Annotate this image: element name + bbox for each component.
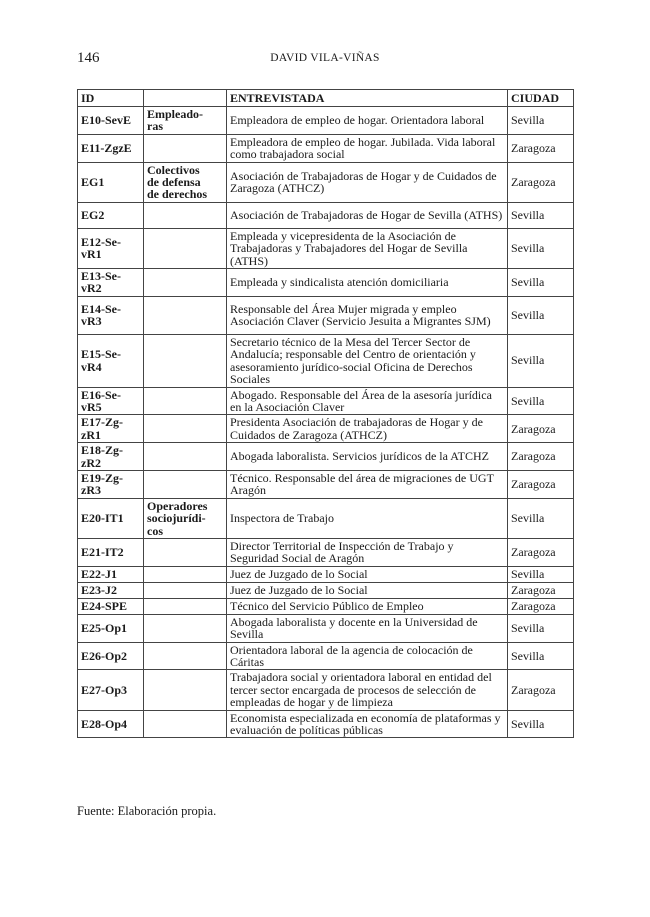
interviewee-description: Asociación de Trabajadoras de Hogar de Sevilla (ATHS)	[227, 202, 508, 228]
table-row	[78, 614, 574, 642]
city: Sevilla	[508, 296, 574, 334]
source-note: Fuente: Elaboración propia.	[77, 804, 217, 818]
interview-id: E17-Zg- zR1	[78, 415, 144, 443]
city: Sevilla	[508, 498, 574, 538]
group-empty-cell	[144, 538, 227, 566]
interviewee-description: Orientadora laboral de la agencia de colocación de Cáritas	[227, 642, 508, 670]
interviewee-description: Técnico. Responsable del área de migraciones de UGT Aragón	[227, 470, 508, 498]
interviewee-description: Economista especializada en economía de plataformas y evaluación de políticas públicas	[227, 710, 508, 738]
city: Sevilla	[508, 269, 574, 297]
interview-id: E10-SevE	[78, 107, 144, 135]
interview-id: E11-ZgzE	[78, 134, 144, 162]
group-empty-cell	[144, 566, 227, 582]
column-header-ciudad: CIUDAD	[508, 90, 574, 107]
table-row	[78, 598, 574, 614]
table-row	[78, 296, 574, 334]
interviewee-description: Secretario técnico de la Mesa del Tercer Sector de Andalucía; responsable del Centro de orientación y asesoramiento jurídico-social Oficina de Derechos Sociales	[227, 334, 508, 387]
table-body	[78, 107, 574, 738]
interviewee-description: Inspectora de Trabajo	[227, 498, 508, 538]
group-empty-cell	[144, 134, 227, 162]
interviewee-description: Abogada laboralista y docente en la Universidad de Sevilla	[227, 614, 508, 642]
table-row	[78, 228, 574, 268]
table-row	[78, 470, 574, 498]
interview-id: E14-Se- vR3	[78, 296, 144, 334]
interview-id: E20-IT1	[78, 498, 144, 538]
interview-id: E21-IT2	[78, 538, 144, 566]
table-row	[78, 538, 574, 566]
city: Zaragoza	[508, 538, 574, 566]
group-empty-cell	[144, 582, 227, 598]
table-header-row	[78, 90, 574, 107]
interview-id: E27-Op3	[78, 670, 144, 710]
city: Sevilla	[508, 614, 574, 642]
table-row	[78, 162, 574, 202]
city: Sevilla	[508, 107, 574, 135]
city: Sevilla	[508, 710, 574, 738]
group-empty-cell	[144, 202, 227, 228]
interview-id: E24-SPE	[78, 598, 144, 614]
column-header-group	[144, 90, 227, 107]
interviewee-description: Abogado. Responsable del Área de la asesoría jurídica en la Asociación Claver	[227, 387, 508, 415]
table-row	[78, 443, 574, 471]
group-empty-cell	[144, 269, 227, 297]
interview-id: E22-J1	[78, 566, 144, 582]
interviewee-description: Empleada y sindicalista atención domiciliaria	[227, 269, 508, 297]
interviewee-description: Asociación de Trabajadoras de Hogar y de Cuidados de Zaragoza (ATHCZ)	[227, 162, 508, 202]
table-row	[78, 670, 574, 710]
group-empty-cell	[144, 334, 227, 387]
table-row	[78, 387, 574, 415]
group-empty-cell	[144, 296, 227, 334]
interviews-table	[77, 89, 574, 738]
city: Zaragoza	[508, 415, 574, 443]
city: Sevilla	[508, 202, 574, 228]
interviewee-description: Juez de Juzgado de lo Social	[227, 566, 508, 582]
group-empty-cell	[144, 710, 227, 738]
city: Zaragoza	[508, 670, 574, 710]
city: Sevilla	[508, 228, 574, 268]
interview-id: E18-Zg- zR2	[78, 443, 144, 471]
interview-id: E26-Op2	[78, 642, 144, 670]
interviewee-description: Empleada y vicepresidenta de la Asociación de Trabajadoras y Trabajadores del Hogar de Sevilla (ATHS)	[227, 228, 508, 268]
table-row	[78, 107, 574, 135]
page-number: 146	[77, 50, 100, 66]
interview-id: EG2	[78, 202, 144, 228]
interviewee-description: Técnico del Servicio Público de Empleo	[227, 598, 508, 614]
interviewee-description: Responsable del Área Mujer migrada y empleo Asociación Claver (Servicio Jesuita a Migrantes SJM)	[227, 296, 508, 334]
table-row	[78, 202, 574, 228]
city: Zaragoza	[508, 443, 574, 471]
table-row	[78, 134, 574, 162]
city: Zaragoza	[508, 598, 574, 614]
group-empty-cell	[144, 415, 227, 443]
table-row	[78, 415, 574, 443]
interviewee-description: Director Territorial de Inspección de Trabajo y Seguridad Social de Aragón	[227, 538, 508, 566]
interview-id: E13-Se- vR2	[78, 269, 144, 297]
interviewee-description: Empleadora de empleo de hogar. Jubilada. Vida laboral como trabajadora social	[227, 134, 508, 162]
interviewee-description: Abogada laboralista. Servicios jurídicos de la ATCHZ	[227, 443, 508, 471]
table-row	[78, 710, 574, 738]
running-head: DAVID VILA-VIÑAS	[270, 52, 380, 64]
city: Sevilla	[508, 387, 574, 415]
group-empty-cell	[144, 614, 227, 642]
interview-id: E23-J2	[78, 582, 144, 598]
table-row	[78, 334, 574, 387]
table-row	[78, 582, 574, 598]
interview-id: E28-Op4	[78, 710, 144, 738]
group-empty-cell	[144, 598, 227, 614]
city: Zaragoza	[508, 134, 574, 162]
column-header-entrevistada: ENTREVISTADA	[227, 90, 508, 107]
column-header-id: ID	[78, 90, 144, 107]
city: Zaragoza	[508, 470, 574, 498]
interviewee-description: Presidenta Asociación de trabajadoras de Hogar y de Cuidados de Zaragoza (ATHCZ)	[227, 415, 508, 443]
interview-id: E15-Se- vR4	[78, 334, 144, 387]
interview-id: E19-Zg- zR3	[78, 470, 144, 498]
interview-id: E12-Se- vR1	[78, 228, 144, 268]
interviewee-description: Trabajadora social y orientadora laboral en entidad del tercer sector encargada de procesos de selección de empleadas de hogar y de limpieza	[227, 670, 508, 710]
group-label: Colectivos de defensa de derechos	[144, 162, 227, 202]
city: Sevilla	[508, 642, 574, 670]
group-label: Operadores sociojurídi- cos	[144, 498, 227, 538]
group-empty-cell	[144, 670, 227, 710]
group-empty-cell	[144, 642, 227, 670]
table-row	[78, 566, 574, 582]
city: Zaragoza	[508, 162, 574, 202]
city: Sevilla	[508, 566, 574, 582]
interview-id: EG1	[78, 162, 144, 202]
interviewee-description: Juez de Juzgado de lo Social	[227, 582, 508, 598]
table-row	[78, 498, 574, 538]
interviewee-description: Empleadora de empleo de hogar. Orientadora laboral	[227, 107, 508, 135]
group-label: Empleado- ras	[144, 107, 227, 135]
group-empty-cell	[144, 443, 227, 471]
table-row	[78, 269, 574, 297]
group-empty-cell	[144, 387, 227, 415]
table-row	[78, 642, 574, 670]
interview-id: E25-Op1	[78, 614, 144, 642]
city: Sevilla	[508, 334, 574, 387]
interview-id: E16-Se- vR5	[78, 387, 144, 415]
city: Zaragoza	[508, 582, 574, 598]
group-empty-cell	[144, 470, 227, 498]
group-empty-cell	[144, 228, 227, 268]
